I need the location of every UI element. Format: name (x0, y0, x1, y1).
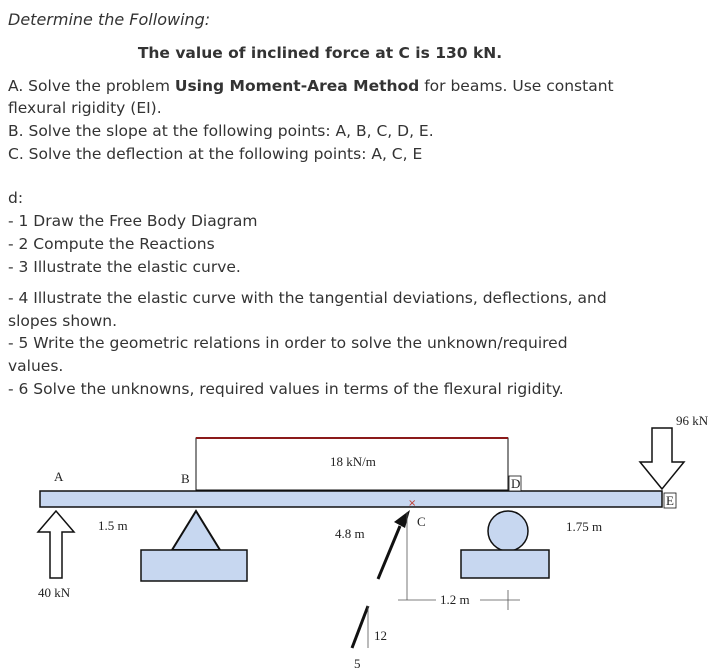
step-6: - 6 Solve the unknowns, required values in terms of the flexural rigidity. (8, 380, 564, 398)
beam (40, 491, 662, 507)
task-a-prefix: A. Solve the problem (8, 77, 175, 95)
label-d: D (511, 476, 521, 491)
task-a-suffix: for beams. Use constant (419, 77, 614, 95)
given-statement: The value of inclined force at C is 130 kN. (137, 44, 503, 62)
task-b: B. Solve the slope at the following points: A, B, C, D, E. (8, 122, 434, 140)
point-load-e-arrow-icon (640, 428, 684, 489)
roller-support-icon (488, 511, 528, 551)
steps-heading: d: (8, 189, 24, 207)
point-c-marker-icon: × (408, 498, 417, 509)
label-e: E (666, 493, 674, 508)
task-c: C. Solve the deflection at the following points: A, C, E (8, 145, 423, 163)
step-1: - 1 Draw the Free Body Diagram (8, 212, 258, 230)
step-3: - 3 Illustrate the elastic curve. (8, 258, 241, 276)
dim-cd: 1.2 m (440, 592, 470, 607)
step-4-line2: slopes shown. (8, 312, 118, 330)
label-c: C (417, 514, 426, 529)
inclined-force-line (378, 526, 400, 579)
slope-rise-label: 12 (374, 628, 387, 643)
step-5: - 5 Write the geometric relations in order to solve the unknown/required (8, 334, 568, 352)
step-2: - 2 Compute the Reactions (8, 235, 215, 253)
distributed-load-label: 18 kN/m (330, 454, 376, 469)
roller-support-base (461, 550, 549, 578)
label-b: B (181, 471, 190, 486)
pin-support-icon (172, 511, 220, 550)
step-5-line2: values. (8, 357, 64, 375)
task-a-line2: flexural rigidity (EI). (8, 99, 162, 117)
step-4: - 4 Illustrate the elastic curve with the tangential deviations, deflections, and (8, 289, 607, 307)
page-title: Determine the Following: (8, 10, 211, 29)
dim-bc: 4.8 m (335, 526, 365, 541)
inclined-force-arrowhead-icon (394, 510, 410, 528)
label-a: A (54, 469, 64, 484)
point-load-e-label: 96 kN (676, 413, 709, 428)
slope-indicator-line (352, 606, 368, 648)
slope-run-label: 5 (354, 656, 361, 671)
task-a-method: Using Moment-Area Method (174, 77, 420, 95)
force-a-arrow-icon (38, 511, 74, 578)
pin-support-base (141, 550, 247, 581)
dim-de: 1.75 m (566, 519, 603, 534)
dim-ab: 1.5 m (98, 518, 128, 533)
force-a-label: 40 kN (38, 585, 71, 600)
